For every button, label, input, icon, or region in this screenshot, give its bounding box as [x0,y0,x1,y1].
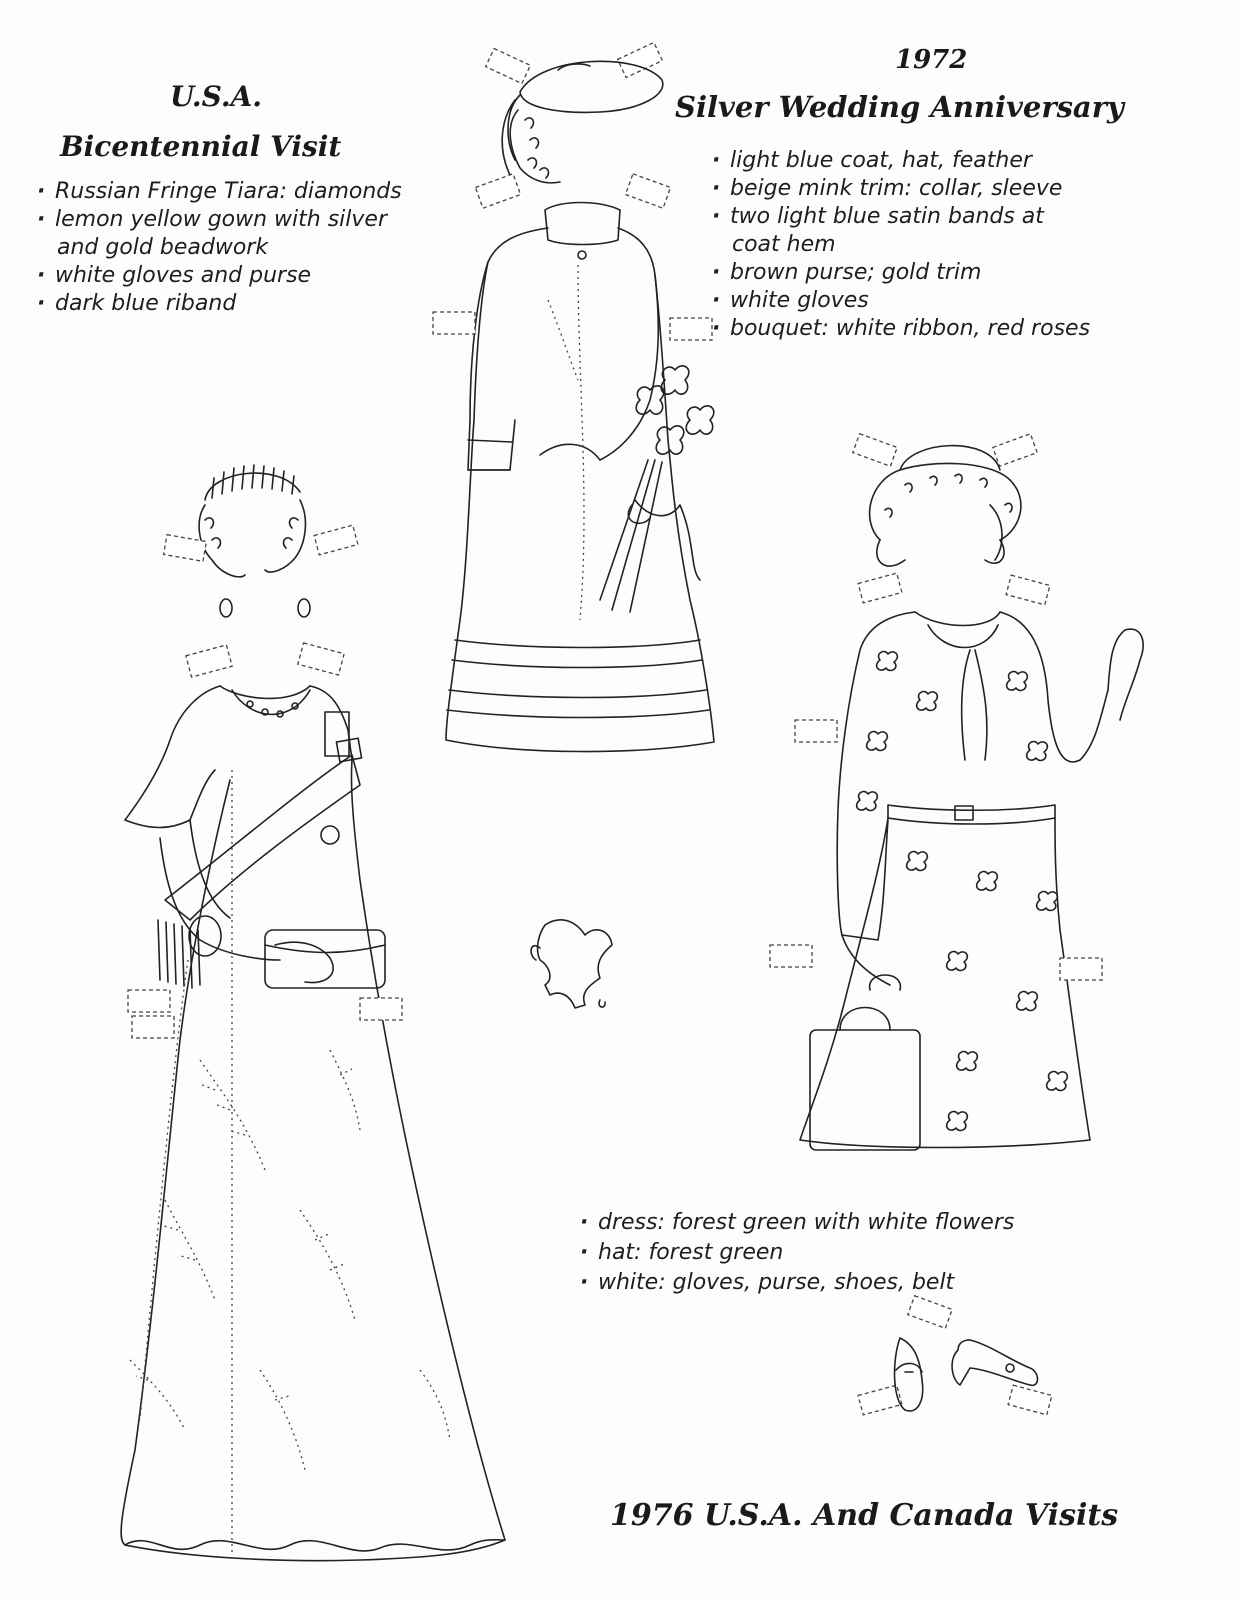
silver-wedding-notes [710,147,1090,343]
floral-dress-outfit-drawing [770,434,1143,1150]
note-item: · Russian Fringe Tiara: diamonds [35,178,402,206]
note-item: · dark blue riband [35,290,402,318]
gown-outfit-drawing [121,465,505,1561]
lion-emblem [531,920,612,1008]
note-item: · lemon yellow gown with silver [35,206,402,234]
bicentennial-title-line1: U.S.A. [170,80,263,113]
note-item: · white: gloves, purse, shoes, belt [578,1268,1014,1298]
silver-wedding-title: Silver Wedding Anniversary [675,90,1124,124]
note-item: · bouquet: white ribbon, red roses [710,315,1090,343]
silver-wedding-year: 1972 [895,45,968,75]
note-item: · white gloves [710,287,1090,315]
shoes-drawing [858,1296,1052,1415]
note-item-continuation: and gold beadwork [57,235,269,260]
note-item: · hat: forest green [578,1238,1014,1268]
canada-visit-notes [578,1208,1014,1298]
note-item: · beige mink trim: collar, sleeve [710,175,1090,203]
bicentennial-notes [35,178,402,318]
note-item: · light blue coat, hat, feather [710,147,1090,175]
note-item: · white gloves and purse [35,262,402,290]
note-item-continuation: coat hem [732,232,836,257]
note-item: · dress: forest green with white flowers [578,1208,1014,1238]
note-item: · two light blue satin bands at [710,203,1090,231]
note-item: · brown purse; gold trim [710,259,1090,287]
coat-outfit-drawing [433,42,714,751]
bicentennial-title-line2: Bicentennial Visit [60,130,342,163]
canada-visits-title: 1976 U.S.A. And Canada Visits [610,1498,1119,1533]
